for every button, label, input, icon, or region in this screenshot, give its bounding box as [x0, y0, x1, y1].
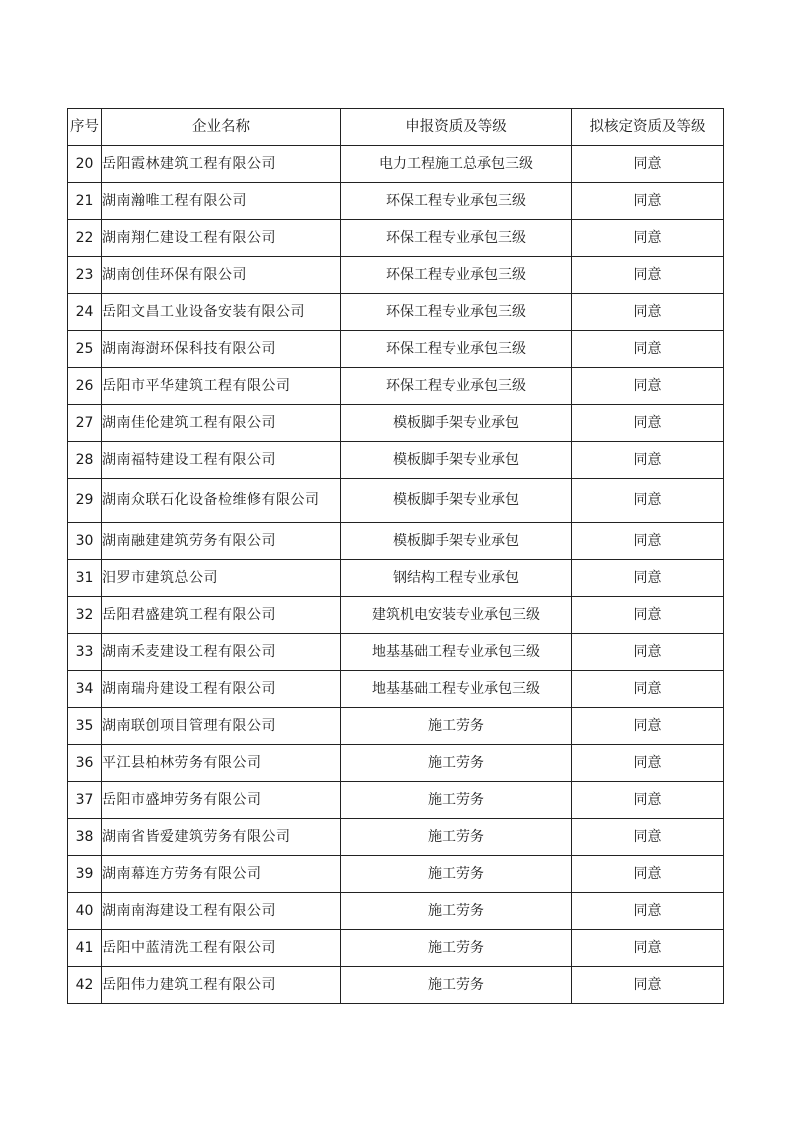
row-seq: 28 — [68, 442, 102, 479]
header-seq: 序号 — [68, 109, 102, 146]
table-body — [68, 146, 724, 1004]
table-row — [68, 294, 724, 331]
table-row — [68, 479, 724, 523]
row-approved-qualification: 同意 — [572, 634, 724, 671]
table-row — [68, 257, 724, 294]
row-seq: 22 — [68, 220, 102, 257]
table-row — [68, 368, 724, 405]
row-applied-qualification: 施工劳务 — [341, 782, 572, 819]
row-applied-qualification: 施工劳务 — [341, 708, 572, 745]
row-approved-qualification: 同意 — [572, 560, 724, 597]
row-applied-qualification: 环保工程专业承包三级 — [341, 368, 572, 405]
row-seq: 27 — [68, 405, 102, 442]
row-approved-qualification: 同意 — [572, 597, 724, 634]
row-approved-qualification: 同意 — [572, 745, 724, 782]
row-company-name: 湖南瀚唯工程有限公司 — [102, 183, 341, 220]
table-row — [68, 782, 724, 819]
row-approved-qualification: 同意 — [572, 405, 724, 442]
row-seq: 31 — [68, 560, 102, 597]
table-row — [68, 597, 724, 634]
row-approved-qualification: 同意 — [572, 442, 724, 479]
row-company-name: 湖南省皆爱建筑劳务有限公司 — [102, 819, 341, 856]
row-applied-qualification: 模板脚手架专业承包 — [341, 442, 572, 479]
row-company-name: 岳阳文昌工业设备安装有限公司 — [102, 294, 341, 331]
header-company: 企业名称 — [102, 109, 341, 146]
row-applied-qualification: 施工劳务 — [341, 893, 572, 930]
row-company-name: 湖南海澍环保科技有限公司 — [102, 331, 341, 368]
row-approved-qualification: 同意 — [572, 856, 724, 893]
row-company-name: 汨罗市建筑总公司 — [102, 560, 341, 597]
row-company-name: 岳阳君盛建筑工程有限公司 — [102, 597, 341, 634]
row-seq: 33 — [68, 634, 102, 671]
table-row — [68, 856, 724, 893]
row-seq: 41 — [68, 930, 102, 967]
row-seq: 25 — [68, 331, 102, 368]
row-approved-qualification: 同意 — [572, 294, 724, 331]
table-row — [68, 893, 724, 930]
row-applied-qualification: 地基基础工程专业承包三级 — [341, 634, 572, 671]
row-approved-qualification: 同意 — [572, 331, 724, 368]
qualification-table — [67, 108, 724, 1004]
row-applied-qualification: 模板脚手架专业承包 — [341, 405, 572, 442]
table-row — [68, 146, 724, 183]
row-seq: 29 — [68, 479, 102, 523]
row-seq: 20 — [68, 146, 102, 183]
header-applied-qualification: 申报资质及等级 — [341, 109, 572, 146]
row-company-name: 湖南联创项目管理有限公司 — [102, 708, 341, 745]
row-approved-qualification: 同意 — [572, 782, 724, 819]
row-applied-qualification: 环保工程专业承包三级 — [341, 331, 572, 368]
row-approved-qualification: 同意 — [572, 368, 724, 405]
row-applied-qualification: 建筑机电安装专业承包三级 — [341, 597, 572, 634]
row-approved-qualification: 同意 — [572, 708, 724, 745]
row-company-name: 湖南翔仁建设工程有限公司 — [102, 220, 341, 257]
row-seq: 24 — [68, 294, 102, 331]
table-row — [68, 442, 724, 479]
row-applied-qualification: 施工劳务 — [341, 819, 572, 856]
row-company-name: 湖南福特建设工程有限公司 — [102, 442, 341, 479]
row-seq: 34 — [68, 671, 102, 708]
row-company-name: 湖南佳伦建筑工程有限公司 — [102, 405, 341, 442]
row-company-name: 岳阳市平华建筑工程有限公司 — [102, 368, 341, 405]
row-applied-qualification: 环保工程专业承包三级 — [341, 220, 572, 257]
row-approved-qualification: 同意 — [572, 146, 724, 183]
row-company-name: 湖南禾麦建设工程有限公司 — [102, 634, 341, 671]
row-seq: 36 — [68, 745, 102, 782]
row-seq: 32 — [68, 597, 102, 634]
table-row — [68, 819, 724, 856]
row-company-name: 湖南众联石化设备检维修有限公司 — [102, 479, 341, 523]
table-row — [68, 930, 724, 967]
row-approved-qualification: 同意 — [572, 893, 724, 930]
row-seq: 39 — [68, 856, 102, 893]
table-row — [68, 745, 724, 782]
row-approved-qualification: 同意 — [572, 967, 724, 1004]
row-approved-qualification: 同意 — [572, 671, 724, 708]
row-company-name: 湖南创佳环保有限公司 — [102, 257, 341, 294]
row-seq: 40 — [68, 893, 102, 930]
row-applied-qualification: 钢结构工程专业承包 — [341, 560, 572, 597]
row-applied-qualification: 地基基础工程专业承包三级 — [341, 671, 572, 708]
row-applied-qualification: 模板脚手架专业承包 — [341, 523, 572, 560]
row-applied-qualification: 施工劳务 — [341, 967, 572, 1004]
row-approved-qualification: 同意 — [572, 819, 724, 856]
table-row — [68, 560, 724, 597]
row-applied-qualification: 模板脚手架专业承包 — [341, 479, 572, 523]
table-row — [68, 671, 724, 708]
row-company-name: 湖南瑞舟建设工程有限公司 — [102, 671, 341, 708]
row-seq: 21 — [68, 183, 102, 220]
table-row — [68, 967, 724, 1004]
row-seq: 37 — [68, 782, 102, 819]
row-company-name: 岳阳中蓝清洗工程有限公司 — [102, 930, 341, 967]
table-row — [68, 708, 724, 745]
row-applied-qualification: 环保工程专业承包三级 — [341, 183, 572, 220]
row-approved-qualification: 同意 — [572, 523, 724, 560]
table-row — [68, 523, 724, 560]
table-row — [68, 331, 724, 368]
row-approved-qualification: 同意 — [572, 183, 724, 220]
row-applied-qualification: 施工劳务 — [341, 856, 572, 893]
row-seq: 35 — [68, 708, 102, 745]
row-company-name: 湖南南海建设工程有限公司 — [102, 893, 341, 930]
row-company-name: 湖南幕连方劳务有限公司 — [102, 856, 341, 893]
row-approved-qualification: 同意 — [572, 220, 724, 257]
table-row — [68, 634, 724, 671]
row-approved-qualification: 同意 — [572, 930, 724, 967]
row-approved-qualification: 同意 — [572, 479, 724, 523]
row-applied-qualification: 电力工程施工总承包三级 — [341, 146, 572, 183]
table-row — [68, 220, 724, 257]
row-applied-qualification: 环保工程专业承包三级 — [341, 257, 572, 294]
row-company-name: 岳阳市盛坤劳务有限公司 — [102, 782, 341, 819]
row-company-name: 平江县柏林劳务有限公司 — [102, 745, 341, 782]
table-row — [68, 405, 724, 442]
table-row — [68, 183, 724, 220]
row-seq: 23 — [68, 257, 102, 294]
row-company-name: 岳阳伟力建筑工程有限公司 — [102, 967, 341, 1004]
row-seq: 42 — [68, 967, 102, 1004]
row-applied-qualification: 施工劳务 — [341, 930, 572, 967]
header-approved-qualification: 拟核定资质及等级 — [572, 109, 724, 146]
row-applied-qualification: 环保工程专业承包三级 — [341, 294, 572, 331]
row-company-name: 湖南融建建筑劳务有限公司 — [102, 523, 341, 560]
row-approved-qualification: 同意 — [572, 257, 724, 294]
row-company-name: 岳阳霞林建筑工程有限公司 — [102, 146, 341, 183]
row-seq: 30 — [68, 523, 102, 560]
row-seq: 38 — [68, 819, 102, 856]
row-seq: 26 — [68, 368, 102, 405]
table-header-row — [68, 109, 724, 146]
row-applied-qualification: 施工劳务 — [341, 745, 572, 782]
